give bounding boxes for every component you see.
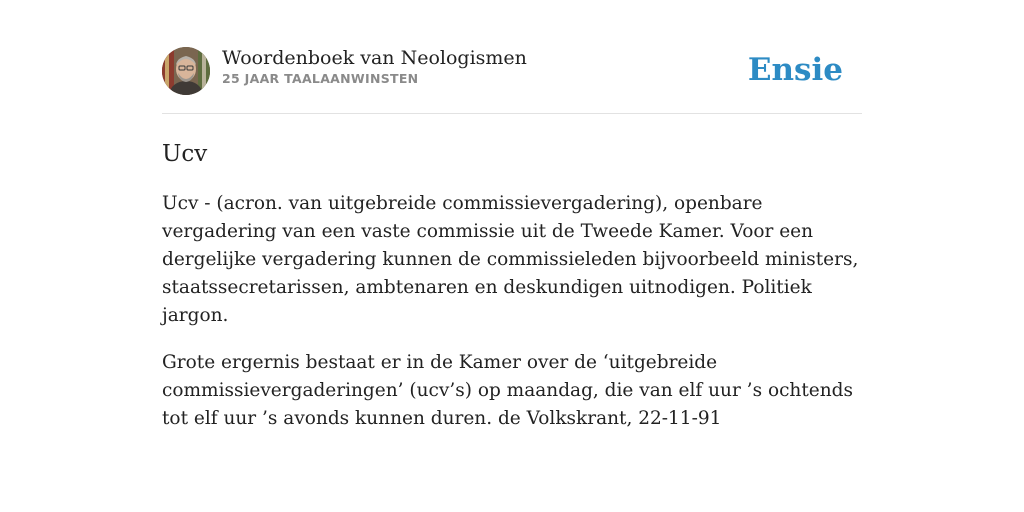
definition-paragraph: Ucv - (acron. van uitgebreide commissievergadering), openbare vergadering van een vaste commissie uit de Tweede Kamer. Voor een dergelijke vergadering kunnen de commissieleden bijvoorbeeld ministers, staatssecretarissen, ambtenaren en deskundigen uitnodigen. Politiek jargon. [162, 193, 859, 326]
entry-card [162, 46, 862, 452]
entry-term: Ucv [162, 141, 208, 167]
citation-paragraph: Grote ergernis bestaat er in de Kamer over de ‘uitgebreide commissievergaderingen’ (ucv’s) op maandag, die van elf uur ’s ochtends tot elf uur ’s avonds kunnen duren. de Volkskrant, 22-11-91 [162, 352, 853, 429]
source-block [222, 46, 527, 87]
ensie-logo-link[interactable]: Ensie [747, 52, 843, 88]
entry-definition [162, 190, 862, 433]
source-subtitle: 25 JAAR TAALAANWINSTEN [222, 71, 419, 86]
author-portrait-icon[interactable] [162, 47, 210, 95]
source-title[interactable]: Woordenboek van Neologismen [222, 47, 527, 69]
entry-header [162, 46, 862, 114]
